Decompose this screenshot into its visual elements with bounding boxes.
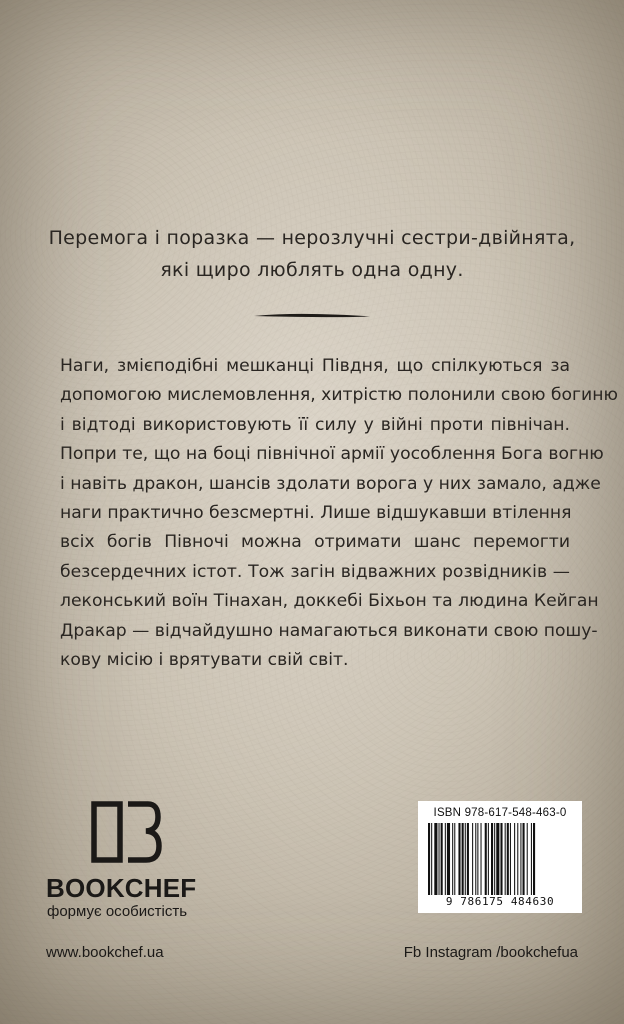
description-line: і відтоді використовують її силу у війні проти північан. [60, 414, 570, 435]
publisher-name: BOOKCHEF [46, 873, 197, 903]
barcode-bar [505, 823, 506, 895]
barcode-bar [533, 823, 535, 895]
barcode-bar [485, 823, 487, 895]
isbn-barcode [418, 801, 582, 913]
publisher-social: Fb Instagram /bookchefua [403, 944, 578, 961]
tagline-line: Перемога і поразка — нерозлучні сестри-двійнята, [48, 227, 576, 249]
barcode-bar [452, 823, 453, 895]
barcode-bar [500, 823, 502, 895]
barcode-icon [428, 823, 572, 895]
barcode-bar [447, 823, 450, 895]
publisher-slogan: формує особистість [47, 903, 188, 920]
barcode-bar [491, 823, 493, 895]
barcode-bar [507, 823, 509, 895]
barcode-bar [514, 823, 515, 895]
tagline [40, 222, 584, 286]
barcode-bar [531, 823, 532, 895]
barcode-bar [494, 823, 495, 895]
barcode-bar [439, 823, 440, 895]
barcode-bar [520, 823, 521, 895]
barcode-bar [488, 823, 489, 895]
description-line: леконський воїн Тінахан, доккебі Біхьон та людина Кейган [60, 591, 599, 612]
barcode-bar [434, 823, 437, 895]
description-line: всіх богів Півночі можна отримати шанс перемогти [60, 532, 570, 553]
barcode-bar [477, 823, 478, 895]
bookchef-logo-icon [90, 800, 162, 864]
barcode-digits: 9 786175 484630 [445, 895, 555, 908]
description-line: Дракар — відчайдушно намагаються виконати свою пошу- [60, 620, 598, 641]
barcode-bar [431, 823, 432, 895]
tagline-line: які щиро люблять одна одну. [160, 259, 464, 281]
barcode-bar [458, 823, 460, 895]
barcode-bar [517, 823, 518, 895]
description-line: Попри те, що на боці північної армії уособлення Бога вогню [60, 444, 604, 465]
brush-divider [252, 310, 372, 320]
barcode-bar [475, 823, 476, 895]
barcode-bar [441, 823, 443, 895]
description-line: Наги, змієподібні мешканці Півдня, що спілкуються за [60, 356, 570, 376]
description [60, 352, 618, 675]
barcode-bar [523, 823, 525, 895]
barcode-bar [481, 823, 482, 895]
description-line: кову місію і врятувати свій світ. [60, 650, 349, 671]
barcode-bar [462, 823, 464, 895]
barcode-bar [467, 823, 469, 895]
barcode-bar [465, 823, 466, 895]
barcode-bar [496, 823, 499, 895]
description-line: наги практично безсмертні. Лише відшукавши втілення [60, 503, 572, 524]
barcode-bar [527, 823, 528, 895]
description-line: допомогою мислемовлення, хитрістю полонили свою богиню [60, 385, 618, 406]
publisher-website: www.bookchef.ua [46, 944, 164, 961]
description-line: і навіть дракон, шансів здолати ворога у них замало, адже [60, 473, 601, 494]
description-line: безсердечних істот. Тож загін відважних розвідників — [60, 561, 570, 582]
isbn-label: ISBN 978-617-548-463-0 [433, 807, 567, 819]
barcode-bar [428, 823, 430, 895]
barcode-bar [445, 823, 446, 895]
barcode-bar [472, 823, 473, 895]
barcode-bar [454, 823, 455, 895]
barcode-bar [510, 823, 511, 895]
